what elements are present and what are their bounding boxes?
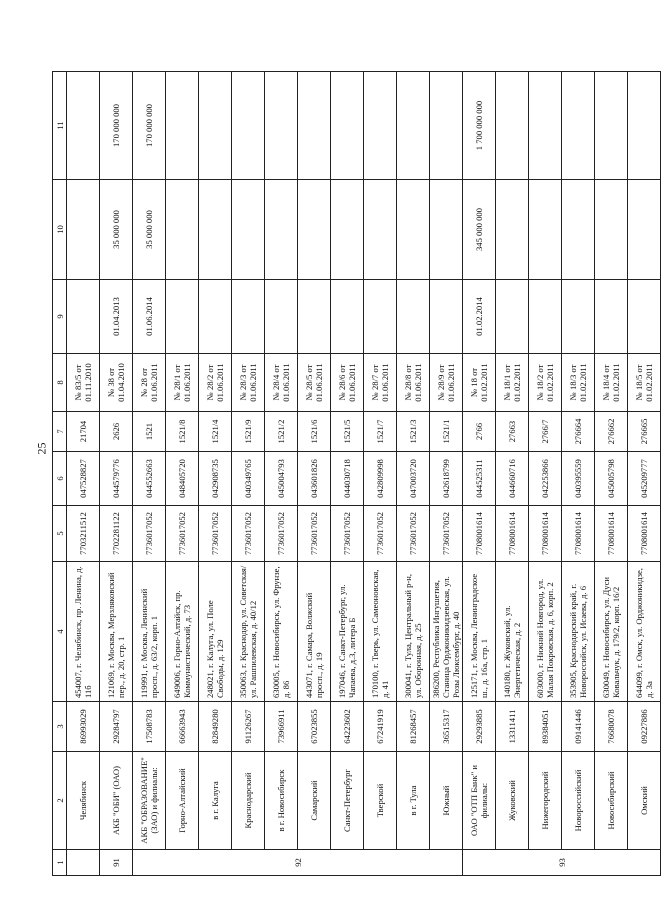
cell-kpp-bik: 043601826	[298, 452, 331, 506]
cell-date	[595, 280, 628, 354]
cell-amount	[298, 180, 331, 280]
cell-reg-number: 2766З	[496, 412, 529, 452]
cell-inn: 7708001614	[529, 506, 562, 562]
cell-inn: 7708001614	[562, 506, 595, 562]
cell-license: № 83/5 от 01.11.2010	[67, 354, 100, 412]
column-header-7: 7	[53, 412, 67, 452]
cell-branch-name: ОАО "ОТП Банк" и филиалы:	[463, 752, 496, 850]
cell-amount	[364, 180, 397, 280]
cell-amount	[562, 180, 595, 280]
cell-license: № 28/1 от 01.06.2011	[166, 354, 199, 412]
cell-amount	[397, 180, 430, 280]
cell-address: 353905, Краснодарский край, г. Новороссийск, ул. Исаева, д. 6	[562, 562, 595, 702]
table-row	[199, 72, 232, 876]
cell-kpp-bik: 044030718	[331, 452, 364, 506]
cell-date	[67, 280, 100, 354]
cell-amount	[67, 180, 100, 280]
cell-kpp-bik: 044552663	[133, 452, 166, 506]
cell-kpp-bik: 044525311	[463, 452, 496, 506]
cell-total	[496, 72, 529, 180]
table-row	[562, 72, 595, 876]
cell-kpp-bik: 042618799	[430, 452, 463, 506]
cell-inn: 7736017052	[166, 506, 199, 562]
cell-branch-name: Жуковский	[496, 752, 529, 850]
cell-amount: 35 000 000	[100, 180, 133, 280]
cell-amount: 35 000 000	[133, 180, 166, 280]
cell-kpp-bik: 044579776	[100, 452, 133, 506]
cell-date	[529, 280, 562, 354]
cell-okpo-code: 67241919	[364, 702, 397, 752]
cell-license: № 28/6 от 01.06.2011	[331, 354, 364, 412]
cell-address: 454007, г. Челябинск, пр. Ленина, д. 11б	[67, 562, 100, 702]
cell-amount	[628, 180, 661, 280]
cell-date	[199, 280, 232, 354]
cell-inn: 7736017052	[397, 506, 430, 562]
cell-branch-name: Краснодарский	[232, 752, 265, 850]
cell-inn: 7708001614	[496, 506, 529, 562]
table-row	[331, 72, 364, 876]
cell-total: 170 000 000	[100, 72, 133, 180]
cell-license: № 28/9 от 01.06.2011	[430, 354, 463, 412]
column-header-5: 5	[53, 506, 67, 562]
table-row	[100, 72, 133, 876]
table-row	[463, 72, 496, 876]
cell-okpo-code: 09227886	[628, 702, 661, 752]
cell-reg-number: 276662	[595, 412, 628, 452]
cell-total	[529, 72, 562, 180]
cell-branch-name: в г. Новосибирск	[265, 752, 298, 850]
cell-address: 350063, г. Краснодар, ул. Советская/ул. Рашпилевская, д. 40/12	[232, 562, 265, 702]
cell-amount	[166, 180, 199, 280]
cell-reg-number: 1521/2	[265, 412, 298, 452]
cell-kpp-bik: 042809998	[364, 452, 397, 506]
table-row	[364, 72, 397, 876]
cell-okpo-code: 13311411	[496, 702, 529, 752]
column-header-3: 3	[53, 702, 67, 752]
cell-date	[166, 280, 199, 354]
cell-okpo-code: 89384051	[529, 702, 562, 752]
table-row	[265, 72, 298, 876]
cell-address: 170100, г. Тверь, ул. Самеоновская, д. 41	[364, 562, 397, 702]
cell-amount	[199, 180, 232, 280]
cell-inn: 7708001614	[463, 506, 496, 562]
column-header-10: 10	[53, 180, 67, 280]
cell-reg-number: 1521/1	[430, 412, 463, 452]
cell-number: 91	[100, 850, 133, 876]
cell-branch-name: Нижегородский	[529, 752, 562, 850]
cell-reg-number: 1521/9	[232, 412, 265, 452]
cell-license: № 18 от 01.02.2011	[463, 354, 496, 412]
cell-address: 630049, г. Новосибирск, ул. Дуси Ковальчук, д. 179/2, корп. 16/2	[595, 562, 628, 702]
cell-license: № 28/8 от 01.06.2011	[397, 354, 430, 412]
cell-kpp-bik: 044660716	[496, 452, 529, 506]
cell-license: № 28/2 от 01.06.2011	[199, 354, 232, 412]
cell-license: № 18/2 от 01.02.2011	[529, 354, 562, 412]
cell-number: 92	[133, 850, 463, 876]
table-row	[529, 72, 562, 876]
cell-date: 01.02.2014	[463, 280, 496, 354]
cell-inn: 7702281122	[100, 506, 133, 562]
cell-branch-name: в г. Калуга	[199, 752, 232, 850]
cell-license: № 28 от 01.06.2011	[133, 354, 166, 412]
cell-total: 170 000 000	[133, 72, 166, 180]
column-header-9: 9	[53, 280, 67, 354]
column-header-2: 2	[53, 752, 67, 850]
cell-inn: 7736017052	[199, 506, 232, 562]
cell-kpp-bik: 045005798	[595, 452, 628, 506]
cell-date	[397, 280, 430, 354]
cell-kpp-bik: 045004793	[265, 452, 298, 506]
cell-total	[331, 72, 364, 180]
cell-reg-number: 1521/7	[364, 412, 397, 452]
cell-kpp-bik: 047528827	[67, 452, 100, 506]
bank-registry-table	[52, 71, 661, 876]
table-row	[430, 72, 463, 876]
cell-total	[232, 72, 265, 180]
cell-amount: 345 000 000	[463, 180, 496, 280]
cell-date: 01.06.2014	[133, 280, 166, 354]
cell-reg-number: 2766/7	[529, 412, 562, 452]
cell-okpo-code: 86993029	[67, 702, 100, 752]
cell-inn: 7736017052	[133, 506, 166, 562]
cell-address: 125171, г. Москва, Ленинградское ш., д. 16а, стр. 1	[463, 562, 496, 702]
cell-inn: 7736017052	[298, 506, 331, 562]
cell-kpp-bik: 048405720	[166, 452, 199, 506]
cell-address: 644099, г. Омск, ул. Орджоникидзе, д. 3а	[628, 562, 661, 702]
cell-license: № 28/7 от 01.06.2011	[364, 354, 397, 412]
cell-amount	[496, 180, 529, 280]
cell-address: 248021, г. Калуга, ул. Поле Свободы, д. 129	[199, 562, 232, 702]
cell-date	[562, 280, 595, 354]
cell-amount	[529, 180, 562, 280]
column-header-1: 1	[53, 850, 67, 876]
cell-amount	[331, 180, 364, 280]
cell-inn: 7736017052	[331, 506, 364, 562]
cell-address: 649006, г. Горно-Алтайск, пр. Коммунистический, д. 73	[166, 562, 199, 702]
cell-okpo-code: 67023855	[298, 702, 331, 752]
cell-total	[364, 72, 397, 180]
cell-amount	[265, 180, 298, 280]
column-header-6: 6	[53, 452, 67, 506]
cell-total	[397, 72, 430, 180]
cell-okpo-code: 64223602	[331, 702, 364, 752]
cell-branch-name: Новосибирский	[595, 752, 628, 850]
cell-address: 300041, г. Тула, Центральный р-н, ул. Оборонная, д. 25	[397, 562, 430, 702]
cell-date	[331, 280, 364, 354]
cell-reg-number: 1521/3	[397, 412, 430, 452]
cell-date	[298, 280, 331, 354]
cell-address: 443071, г. Самара, Волжский просп., д. 19	[298, 562, 331, 702]
cell-total	[562, 72, 595, 180]
cell-okpo-code: 76680078	[595, 702, 628, 752]
cell-okpo-code: 73966911	[265, 702, 298, 752]
column-header-4: 4	[53, 562, 67, 702]
cell-address: 386200, Республика Ингушетия, Станица Орджоникидзевская, ул. Розы Люксембург, д. 40	[430, 562, 463, 702]
cell-reg-number: 2766	[463, 412, 496, 452]
table-body	[67, 72, 661, 876]
cell-number: 93	[463, 850, 661, 876]
cell-address: 603000, г. Нижний Новгород, ул. Малая Покровская, д. 6, корп. 2	[529, 562, 562, 702]
cell-number	[67, 850, 100, 876]
cell-kpp-bik: 042908735	[199, 452, 232, 506]
cell-okpo-code: 36515317	[430, 702, 463, 752]
cell-total	[67, 72, 100, 180]
rotated-table-container	[52, 72, 654, 876]
cell-address: 121069, г. Москва, Мерзляковский пер., д. 20, стр. 1	[100, 562, 133, 702]
cell-total	[166, 72, 199, 180]
cell-license: № 38 от 01.04.2010	[100, 354, 133, 412]
cell-inn: 7736017052	[232, 506, 265, 562]
table-row	[67, 72, 100, 876]
cell-license: № 18/1 от 01.02.2011	[496, 354, 529, 412]
cell-reg-number: 2626	[100, 412, 133, 452]
cell-inn: 7736017052	[430, 506, 463, 562]
cell-date	[628, 280, 661, 354]
cell-okpo-code: 17508783	[133, 702, 166, 752]
cell-address: 119991, г. Москва, Ленинский просп., д. 63/2, корп. 1	[133, 562, 166, 702]
cell-total	[595, 72, 628, 180]
cell-date	[232, 280, 265, 354]
cell-license: № 28/4 от 01.06.2011	[265, 354, 298, 412]
cell-okpo-code: 29293885	[463, 702, 496, 752]
cell-license: № 18/4 от 01.02.2011	[595, 354, 628, 412]
cell-date	[265, 280, 298, 354]
cell-okpo-code: 82849280	[199, 702, 232, 752]
cell-reg-number: 1521/4	[199, 412, 232, 452]
table-row	[232, 72, 265, 876]
table-row	[166, 72, 199, 876]
cell-license: № 28/3 от 01.06.2011	[232, 354, 265, 412]
cell-kpp-bik: 040349765	[232, 452, 265, 506]
column-header-8: 8	[53, 354, 67, 412]
cell-okpo-code: 81268457	[397, 702, 430, 752]
cell-okpo-code: 91126267	[232, 702, 265, 752]
cell-address: 140180, г. Жуковский, ул. Энергетическая, д. 2	[496, 562, 529, 702]
cell-reg-number: 1521/8	[166, 412, 199, 452]
cell-kpp-bik: 047003720	[397, 452, 430, 506]
cell-address: 197046, г. Санкт-Петербург, ул. Чапаева, д.3, литера Б	[331, 562, 364, 702]
cell-branch-name: Самарский	[298, 752, 331, 850]
cell-inn: 7703211512	[67, 506, 100, 562]
table-row	[595, 72, 628, 876]
table-row	[397, 72, 430, 876]
cell-total	[298, 72, 331, 180]
cell-branch-name: Тверской	[364, 752, 397, 850]
cell-date	[430, 280, 463, 354]
cell-reg-number: 21704	[67, 412, 100, 452]
cell-total	[430, 72, 463, 180]
cell-inn: 7708001614	[595, 506, 628, 562]
cell-license: № 18/5 от 01.02.2011	[628, 354, 661, 412]
table-row	[298, 72, 331, 876]
cell-kpp-bik: 040395559	[562, 452, 595, 506]
cell-okpo-code: 09141446	[562, 702, 595, 752]
cell-branch-name: Санкт-Петербург	[331, 752, 364, 850]
cell-reg-number: 1521/5	[331, 412, 364, 452]
cell-amount	[595, 180, 628, 280]
cell-total	[628, 72, 661, 180]
cell-kpp-bik: 045209777	[628, 452, 661, 506]
cell-inn: 7736017052	[364, 506, 397, 562]
cell-branch-name: Новороссийский	[562, 752, 595, 850]
cell-branch-name: Горно-Алтайский	[166, 752, 199, 850]
cell-address: 630005, г. Новосибирск, ул. Фрунзе, д. 86	[265, 562, 298, 702]
cell-reg-number: 1521/6	[298, 412, 331, 452]
cell-reg-number: 276664	[562, 412, 595, 452]
cell-date	[364, 280, 397, 354]
cell-amount	[232, 180, 265, 280]
cell-branch-name: в г. Тула	[397, 752, 430, 850]
cell-branch-name: Южный	[430, 752, 463, 850]
cell-okpo-code: 29284797	[100, 702, 133, 752]
cell-total	[199, 72, 232, 180]
cell-branch-name: Омский	[628, 752, 661, 850]
column-header-11: 11	[53, 72, 67, 180]
cell-date: 01.04.2013	[100, 280, 133, 354]
cell-total: 1 700 000 000	[463, 72, 496, 180]
page-number: 25	[34, 442, 49, 455]
cell-inn: 7708001614	[628, 506, 661, 562]
cell-amount	[430, 180, 463, 280]
cell-total	[265, 72, 298, 180]
cell-branch-name: АКБ "ОБИ" (ОАО)	[100, 752, 133, 850]
table-row	[496, 72, 529, 876]
cell-branch-name: Челябинск	[67, 752, 100, 850]
cell-branch-name: АКБ "ОБРАЗОВАНИЕ" (ЗАО) и филиалы:	[133, 752, 166, 850]
cell-license: № 18/3 от 01.02.2011	[562, 354, 595, 412]
cell-okpo-code: 66663943	[166, 702, 199, 752]
table-row	[628, 72, 661, 876]
cell-date	[496, 280, 529, 354]
table-header-row	[53, 72, 67, 876]
cell-reg-number: 276665	[628, 412, 661, 452]
cell-kpp-bik: 042253866	[529, 452, 562, 506]
cell-inn: 7736017052	[265, 506, 298, 562]
cell-license: № 28/5 от 01.06.2011	[298, 354, 331, 412]
table-row	[133, 72, 166, 876]
cell-reg-number: 1521	[133, 412, 166, 452]
